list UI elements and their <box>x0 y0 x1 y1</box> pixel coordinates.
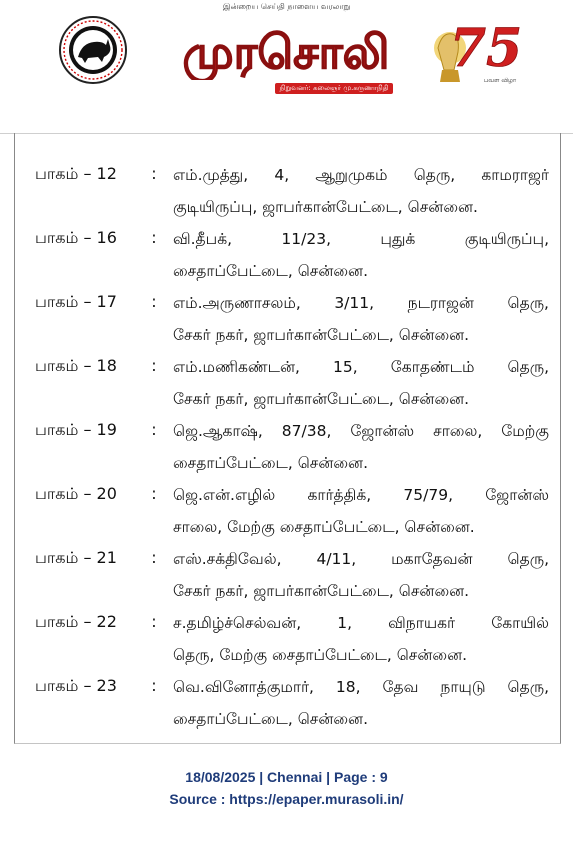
address-line-1: வெ.வினோத்குமார், 18, தேவ நாயுடு தெரு, <box>173 678 549 696</box>
article-clipping <box>14 133 561 744</box>
list-item <box>15 543 560 607</box>
party-emblem-icon <box>58 15 128 85</box>
booth-number-label: பாகம் – 23 <box>35 676 117 695</box>
agent-address <box>173 543 549 607</box>
booth-number-label: பாகம் – 22 <box>35 612 117 631</box>
agent-address <box>173 607 549 671</box>
address-line-2: தெரு, மேற்கு சைதாப்பேட்டை, சென்னை. <box>173 646 468 664</box>
nameplate-title: முரசொலி <box>182 25 390 79</box>
address-line-2: சேகர் நகர், ஜாபர்கான்பேட்டை, சென்னை. <box>173 582 470 600</box>
list-item <box>15 479 560 543</box>
agent-address <box>173 671 549 735</box>
separator-colon: : <box>151 484 157 503</box>
list-item <box>15 223 560 287</box>
separator-colon: : <box>151 612 157 631</box>
address-line-2: சேகர் நகர், ஜாபர்கான்பேட்டை, சென்னை. <box>173 390 470 408</box>
agent-address <box>173 223 549 287</box>
anniversary-badge <box>428 8 520 94</box>
list-item <box>15 351 560 415</box>
anniversary-number: 75 <box>449 18 520 79</box>
booth-number-label: பாகம் – 18 <box>35 356 117 375</box>
agent-address <box>173 351 549 415</box>
founder-line: நிறுவனர்: கலைஞர் மு.கருணாநிதி <box>275 83 393 94</box>
source-footer <box>0 766 573 810</box>
list-item <box>15 671 560 735</box>
address-line-2: சேகர் நகர், ஜாபர்கான்பேட்டை, சென்னை. <box>173 326 470 344</box>
booth-number-label: பாகம் – 19 <box>35 420 117 439</box>
address-line-1: வி.தீபக், 11/23, புதுக் குடியிருப்பு, <box>173 230 549 248</box>
address-line-2: சைதாப்பேட்டை, சென்னை. <box>173 262 369 280</box>
address-line-1: எம்.அருணாசலம், 3/11, நடராஜன் தெரு, <box>173 294 549 312</box>
booth-number-label: பாகம் – 17 <box>35 292 117 311</box>
address-line-1: எம்.மணிகண்டன், 15, கோதண்டம் தெரு, <box>173 358 549 376</box>
booth-number-label: பாகம் – 12 <box>35 164 117 183</box>
anniversary-caption: பவள விழா <box>483 77 517 84</box>
booth-number-label: பாகம் – 16 <box>35 228 117 247</box>
booth-agent-list <box>15 159 560 735</box>
booth-number-label: பாகம் – 21 <box>35 548 117 567</box>
list-item <box>15 287 560 351</box>
source-link[interactable]: Source : https://epaper.murasoli.in/ <box>169 791 404 807</box>
address-line-1: எம்.முத்து, 4, ஆறுமுகம் தெரு, காமராஜர் <box>173 166 549 184</box>
separator-colon: : <box>151 228 157 247</box>
list-item <box>15 415 560 479</box>
address-line-1: ச.தமிழ்ச்செல்வன், 1, விநாயகர் கோயில் <box>173 614 549 632</box>
separator-colon: : <box>151 420 157 439</box>
list-item <box>15 159 560 223</box>
booth-number-label: பாகம் – 20 <box>35 484 117 503</box>
agent-address <box>173 159 549 223</box>
separator-colon: : <box>151 676 157 695</box>
agent-address <box>173 479 549 543</box>
agent-address <box>173 287 549 351</box>
address-line-1: எஸ்.சக்திவேல், 4/11, மகாதேவன் தெரு, <box>173 550 549 568</box>
address-line-2: சைதாப்பேட்டை, சென்னை. <box>173 710 369 728</box>
address-line-2: சாலை, மேற்கு சைதாப்பேட்டை, சென்னை. <box>173 518 475 536</box>
masthead <box>0 0 573 134</box>
address-line-1: ஜெ.ஆகாஷ், 87/38, ஜோன்ஸ் சாலை, மேற்கு <box>173 422 549 440</box>
address-line-2: குடியிருப்பு, ஜாபர்கான்பேட்டை, சென்னை. <box>173 198 478 216</box>
separator-colon: : <box>151 292 157 311</box>
address-line-1: ஜெ.என்.எழில் கார்த்திக், 75/79, ஜோன்ஸ் <box>173 486 549 504</box>
address-line-2: சைதாப்பேட்டை, சென்னை. <box>173 454 369 472</box>
separator-colon: : <box>151 548 157 567</box>
agent-address <box>173 415 549 479</box>
masthead-tagline: இன்றைய செய்தி நாளைய வரலாறு <box>222 2 351 11</box>
edition-line: 18/08/2025 | Chennai | Page : 9 <box>185 769 388 785</box>
separator-colon: : <box>151 356 157 375</box>
separator-colon: : <box>151 164 157 183</box>
newspaper-nameplate <box>140 18 432 80</box>
list-item <box>15 607 560 671</box>
